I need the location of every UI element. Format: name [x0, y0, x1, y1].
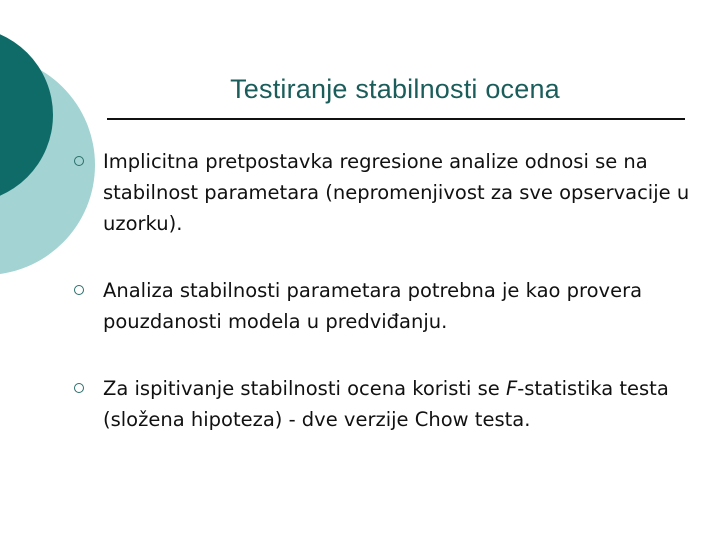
bullet-text	[103, 373, 692, 435]
bullet-text: Analiza stabilnosti parametara potrebna je kao provera pouzdanosti modela u predviđanju.	[103, 279, 643, 333]
list-item	[72, 146, 692, 239]
hollow-circle-icon	[74, 285, 84, 295]
bullet-text-part: -statistika testa (složena hipoteza) - dve verzije Chow testa.	[103, 377, 669, 431]
list-item	[72, 373, 692, 435]
bullet-text-part: Za ispitivanje stabilnosti ocena koristi se	[103, 377, 506, 400]
slide-title: Testiranje stabilnosti ocena	[230, 74, 560, 104]
bullet-text: Implicitna pretpostavka regresione analize odnosi se na stabilnost parametara (nepromenjivost za sve opservacije u uzorku).	[103, 150, 690, 235]
bullet-list	[72, 146, 692, 471]
hollow-circle-icon	[74, 383, 84, 393]
bullet-text-italic: F	[505, 377, 518, 400]
hollow-circle-icon	[74, 156, 84, 166]
title-underline	[107, 118, 685, 120]
list-item	[72, 275, 692, 337]
